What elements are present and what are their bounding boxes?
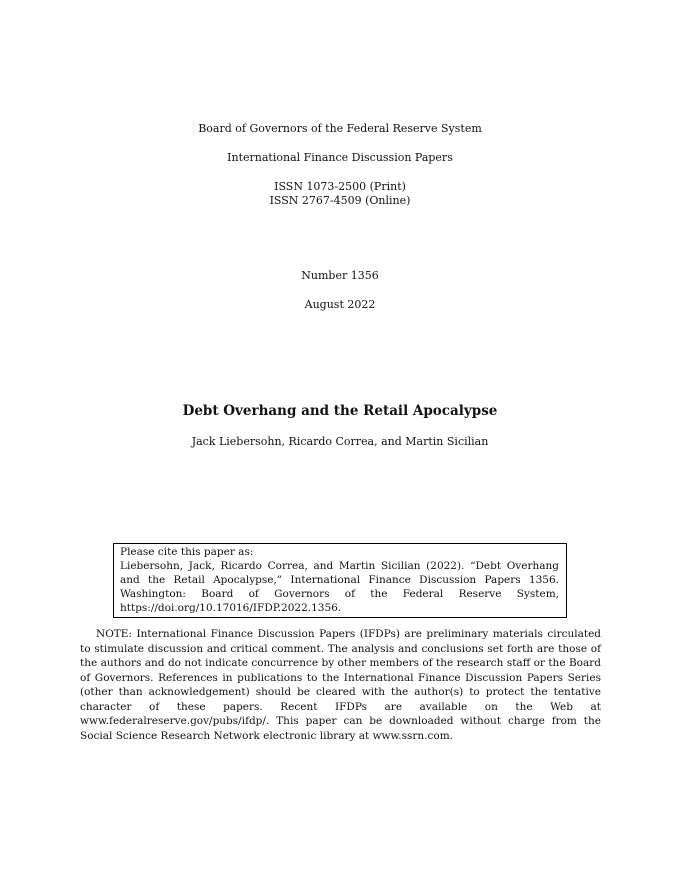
issue-date: August 2022 — [304, 298, 376, 311]
paper-authors: Jack Liebersohn, Ricardo Correa, and Martin Sicilian — [191, 435, 489, 448]
citation-text: Liebersohn, Jack, Ricardo Correa, and Martin Sicilian (2022). “Debt Overhang and the Retail Apocalypse,” International Finance Discussion Papers 1356. Washington: Board of Governors of the Federal Reserve System, https://doi.org/10.17016/IFDP.2022.1356. — [120, 560, 559, 614]
issn-print: ISSN 1073-2500 (Print) — [274, 180, 406, 193]
institution-name: Board of Governors of the Federal Reserve System — [198, 122, 482, 135]
issn-online: ISSN 2767-4509 (Online) — [269, 194, 411, 207]
paper-title: Debt Overhang and the Retail Apocalypse — [182, 403, 498, 419]
series-name: International Finance Discussion Papers — [227, 151, 453, 164]
citation-box — [113, 543, 567, 618]
disclaimer-note: NOTE: International Finance Discussion Papers (IFDPs) are preliminary materials circulated to stimulate discussion and critical comment. The analysis and conclusions set forth are those of the authors and do not indicate concurrence by other members of the research staff or the Board of Governors. References in publications to the International Finance Discussion Papers Series (other than acknowledgement) should be cleared with the author(s) to protect the tentative character of these papers. Recent IFDPs are available on the Web at www.federalreserve.gov/pubs/ifdp/. This paper can be downloaded without charge from the Social Science Research Network electronic library at www.ssrn.com. — [80, 628, 601, 742]
issue-number: Number 1356 — [301, 269, 379, 282]
citation-heading: Please cite this paper as: — [120, 546, 254, 558]
